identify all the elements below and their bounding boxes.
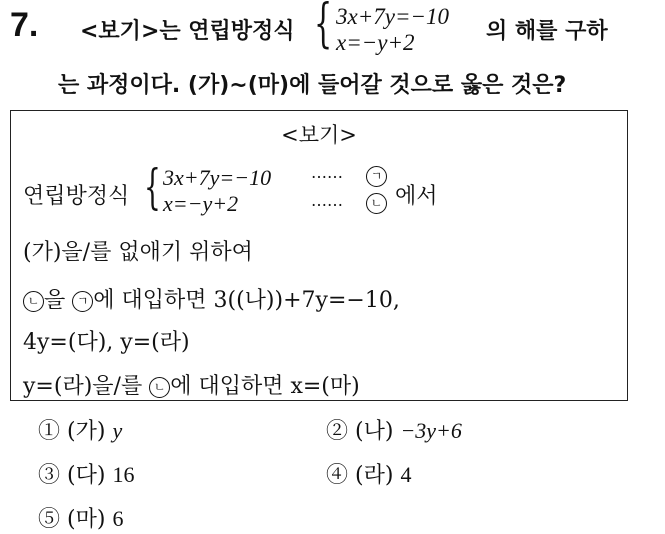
bogi-dots-1: …… <box>311 163 343 182</box>
circled-mark-1: ㄱ <box>366 166 387 187</box>
bogi-line1-suffix: 에서 <box>395 184 438 209</box>
bogi-line3 <box>23 283 400 314</box>
option-2-number: ② <box>326 419 349 444</box>
option-3-label: (다) <box>67 463 106 488</box>
option-4-label: (라) <box>355 463 394 488</box>
bogi-system-brace: { <box>144 159 161 215</box>
option-1[interactable] <box>38 414 122 445</box>
bogi-equation-2: x=−y+2 <box>163 191 239 216</box>
question-stem-part2: 의 해를 구하 <box>486 19 608 44</box>
option-2-label: (나) <box>355 419 394 444</box>
bogi-line3-text-b: 에 대입하면 3((나))+7y=−10, <box>93 288 400 313</box>
circled-mark-line5: ㄴ <box>149 377 170 398</box>
option-5-value: 6 <box>112 506 124 531</box>
option-1-number: ① <box>38 419 61 444</box>
bogi-dots-2: …… <box>311 191 343 210</box>
circled-mark-2: ㄴ <box>366 193 387 214</box>
question-stem-line2: 는 과정이다. (가)~(마)에 들어갈 것으로 옳은 것은? <box>58 73 567 98</box>
question-number: 7. <box>10 6 39 44</box>
option-4[interactable] <box>326 458 411 489</box>
option-4-number: ④ <box>326 463 349 488</box>
option-2[interactable] <box>326 414 462 445</box>
bogi-box <box>10 110 628 401</box>
option-1-label: (가) <box>67 419 106 444</box>
bogi-line3-text-a: 을 <box>44 288 66 313</box>
option-5-number: ⑤ <box>38 507 61 532</box>
question-system <box>314 2 494 56</box>
system-brace: { <box>314 0 333 54</box>
bogi-line1-prefix: 연립방정식 <box>23 184 130 209</box>
option-1-value: y <box>112 418 123 443</box>
bogi-equation-1: 3x+7y=−10 <box>163 165 272 190</box>
bogi-line5-text-b: 에 대입하면 x=(마) <box>170 374 360 399</box>
circled-mark-line3-a: ㄴ <box>23 291 44 312</box>
question-stem-part1: <보기>는 연립방정식 <box>80 19 295 44</box>
bogi-line5 <box>23 369 360 400</box>
bogi-line5-text-a: y=(라)을/를 <box>23 374 143 399</box>
option-3-number: ③ <box>38 463 61 488</box>
option-3-value: 16 <box>112 462 135 487</box>
bogi-line4: 4y=(다), y=(라) <box>23 330 190 355</box>
system-equation-1: 3x+7y=−10 <box>336 4 449 29</box>
option-4-value: 4 <box>400 462 412 487</box>
option-3[interactable] <box>38 458 134 489</box>
bogi-title: <보기> <box>281 123 357 147</box>
system-equation-2: x=−y+2 <box>336 30 415 55</box>
circled-mark-line3-b: ㄱ <box>72 291 93 312</box>
bogi-line2: (가)을/를 없애기 위하여 <box>23 240 253 265</box>
option-2-value: −3y+6 <box>400 418 462 443</box>
option-5[interactable] <box>38 502 123 533</box>
option-5-label: (마) <box>67 507 106 532</box>
